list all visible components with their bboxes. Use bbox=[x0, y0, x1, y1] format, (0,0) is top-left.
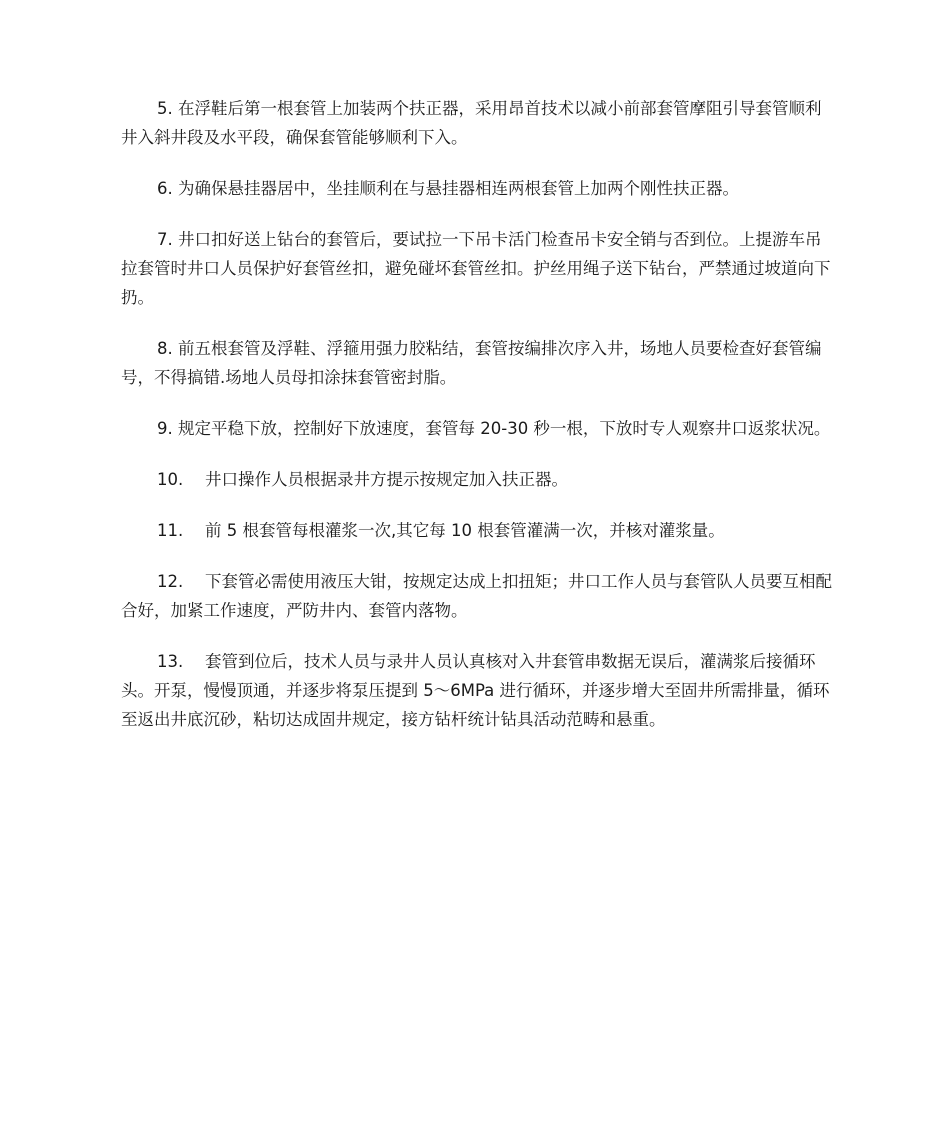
list-item bbox=[121, 414, 837, 443]
item-number: 9. bbox=[157, 419, 178, 438]
item-text: 在浮鞋后第一根套管上加装两个扶正器，采用昂首技术以减小前部套管摩阻引导套管顺利井入斜井段及水平段，确保套管能够顺利下入。 bbox=[121, 99, 822, 147]
item-text: 规定平稳下放，控制好下放速度，套管每 20-30 秒一根，下放时专人观察井口返浆状况。 bbox=[178, 419, 831, 438]
item-text: 前五根套管及浮鞋、浮箍用强力胶粘结，套管按编排次序入井，场地人员要检查好套管编号，不得搞错.场地人员母扣涂抹套管密封脂。 bbox=[121, 339, 822, 387]
list-item bbox=[121, 225, 837, 312]
item-number: 11. bbox=[157, 521, 184, 540]
item-number: 10. bbox=[157, 470, 184, 489]
item-number: 5. bbox=[157, 99, 178, 118]
item-number: 13. bbox=[157, 652, 184, 671]
item-number: 8. bbox=[157, 339, 178, 358]
list-item bbox=[121, 567, 837, 625]
list-item bbox=[121, 647, 837, 734]
item-text: 前 5 根套管每根灌浆一次,其它每 10 根套管灌满一次，并核对灌浆量。 bbox=[205, 521, 725, 540]
document-body bbox=[121, 94, 837, 756]
list-item bbox=[121, 174, 837, 203]
list-item bbox=[121, 94, 837, 152]
item-text: 套管到位后，技术人员与录井人员认真核对入井套管串数据无误后，灌满浆后接循环头。开泵，慢慢顶通，并逐步将泵压提到 5～6MPa 进行循环，并逐步增大至固井所需排量，循环至返出井底沉砂，粘切达成固井规定，接方钻杆统计钻具活动范畴和悬重。 bbox=[121, 652, 830, 729]
item-text: 井口扣好送上钻台的套管后，要试拉一下吊卡活门检查吊卡安全销与否到位。上提游车吊拉套管时井口人员保护好套管丝扣，避免碰坏套管丝扣。护丝用绳子送下钻台，严禁通过坡道向下扔。 bbox=[121, 230, 831, 307]
item-number: 7. bbox=[157, 230, 178, 249]
item-text: 为确保悬挂器居中，坐挂顺利在与悬挂器相连两根套管上加两个刚性扶正器。 bbox=[178, 179, 739, 198]
item-text: 井口操作人员根据录井方提示按规定加入扶正器。 bbox=[205, 470, 568, 489]
item-text: 下套管必需使用液压大钳，按规定达成上扣扭矩；井口工作人员与套管队人员要互相配合好，加紧工作速度，严防井内、套管内落物。 bbox=[121, 572, 832, 620]
item-number: 6. bbox=[157, 179, 178, 198]
list-item bbox=[121, 334, 837, 392]
item-number: 12. bbox=[157, 572, 184, 591]
list-item bbox=[121, 516, 837, 545]
list-item bbox=[121, 465, 837, 494]
